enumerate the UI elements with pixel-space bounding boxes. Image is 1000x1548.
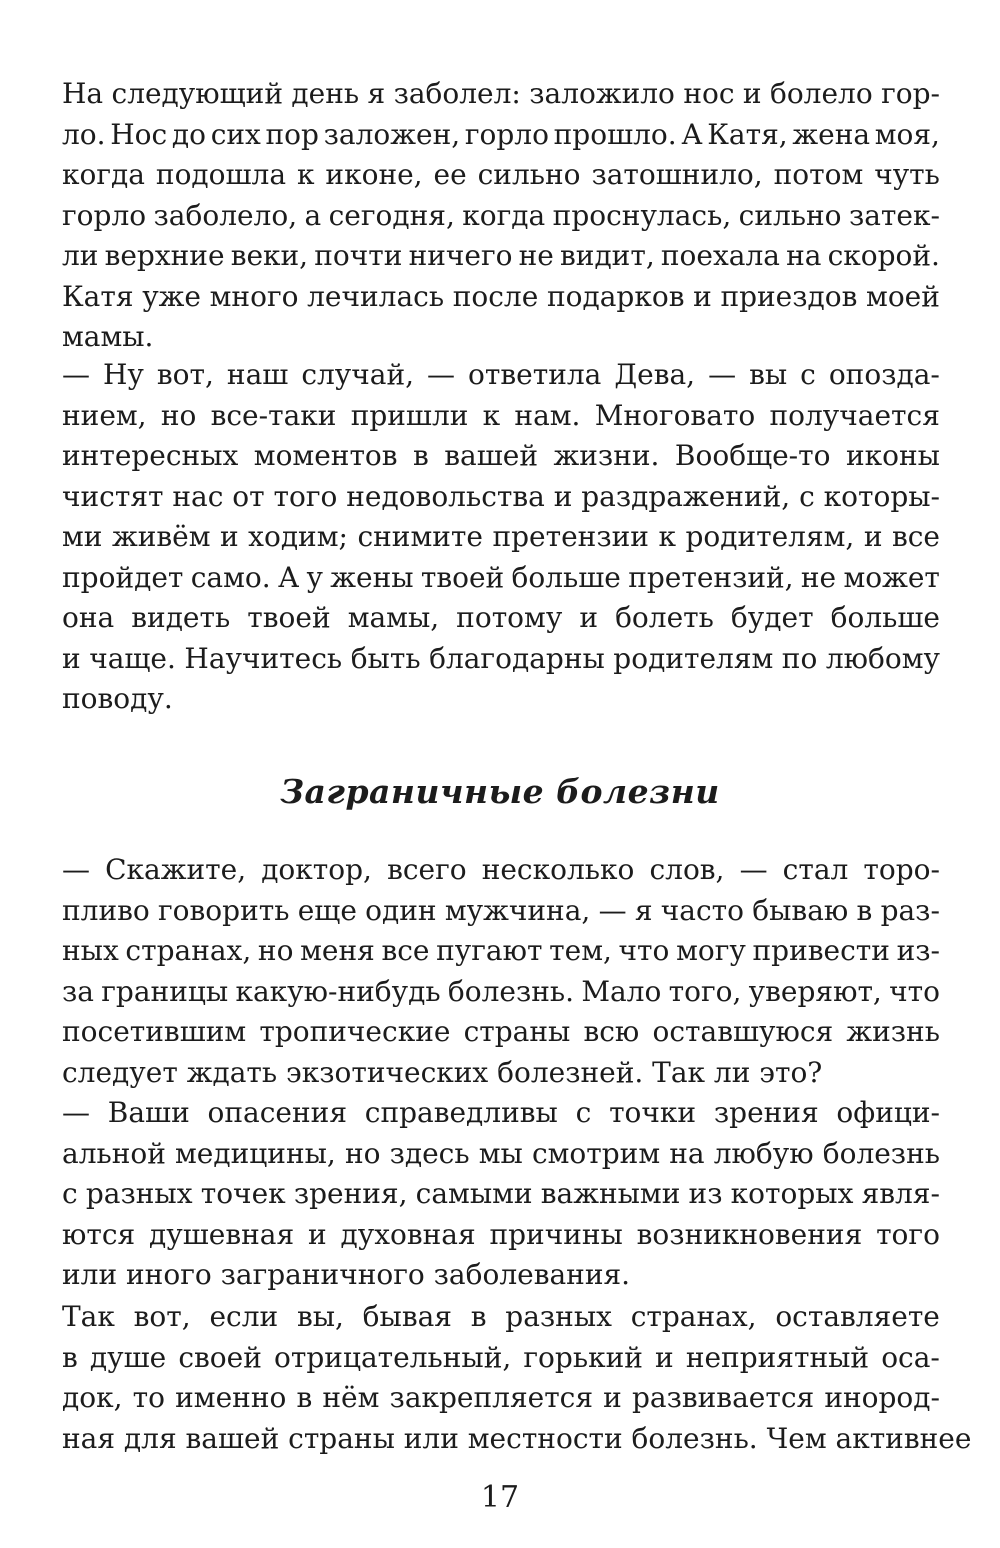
text-line: ми живём и ходим; снимите претензии к родителям, и все: [62, 520, 940, 553]
text-line: альной медицины, но здесь мы смотрим на любую болезнь: [62, 1136, 940, 1170]
text-line: — Ваши опасения справедливы с точки зрения офици-: [62, 1096, 940, 1129]
text-line: интересных моментов в вашей жизни. Вообще-то иконы: [62, 439, 940, 472]
text-line: — Ну вот, наш случай, — ответила Дева, — вы с опозда-: [62, 358, 940, 391]
text-line: пройдет само. А у жены твоей больше претензий, не может: [62, 560, 940, 594]
text-line: за границы какую-нибудь болезнь. Мало того, уверяют, что: [62, 974, 940, 1008]
paragraph-2: [62, 355, 940, 720]
text-line: ная для вашей страны или местности болезнь. Чем активнее: [62, 1421, 972, 1455]
text-line: мамы.: [62, 320, 154, 353]
text-line: с разных точек зрения, самыми важными из которых явля-: [62, 1177, 940, 1210]
page-number: 17: [480, 1480, 520, 1515]
text-line: она видеть твоей мамы, потому и болеть будет больше: [62, 601, 940, 634]
paragraph-4: [62, 1093, 940, 1296]
text-line: когда подошла к иконе, ее сильно затошнило, потом чуть: [62, 158, 940, 191]
text-line: чистят нас от того недовольства и раздражений, с которы-: [62, 479, 940, 513]
text-line: посетившим тропические страны всю оставшуюся жизнь: [62, 1015, 940, 1048]
text-line: док, то именно в нём закрепляется и развивается инород-: [62, 1381, 940, 1414]
text-line: — Скажите, доктор, всего несколько слов, — стал торо-: [62, 853, 940, 886]
paragraph-3: [62, 850, 940, 1093]
text-line: ных странах, но меня все пугают тем, что могу привести из-: [62, 934, 940, 967]
paragraph-1: [62, 74, 940, 358]
text-line: или иного заграничного заболевания.: [62, 1258, 631, 1291]
text-line: в душе своей отрицательный, горький и неприятный оса-: [62, 1340, 940, 1374]
text-line: пливо говорить еще один мужчина, — я часто бываю в раз-: [62, 893, 940, 927]
text-line: Так вот, если вы, бывая в разных странах, оставляете: [62, 1300, 940, 1333]
section-heading: Заграничные болезни: [280, 772, 720, 811]
text-line: горло заболело, а сегодня, когда проснулась, сильно затек-: [62, 198, 940, 232]
text-line: ло. Нос до сих пор заложен, горло прошло. А Катя, жена моя,: [62, 117, 940, 151]
text-line: Катя уже много лечилась после подарков и приездов моей: [62, 279, 940, 313]
text-line: и чаще. Научитесь быть благодарны родителям по любому: [62, 641, 940, 675]
text-line: На следующий день я заболел: заложило нос и болело гор-: [62, 77, 940, 110]
text-line: ли верхние веки, почти ничего не видит, поехала на скорой.: [62, 239, 940, 272]
text-line: следует ждать экзотических болезней. Так ли это?: [62, 1055, 823, 1089]
text-line: поводу.: [62, 682, 173, 715]
text-line: ются душевная и духовная причины возникновения того: [62, 1217, 940, 1251]
paragraph-5: [62, 1297, 972, 1459]
text-line: нием, но все-таки пришли к нам. Многовато получается: [62, 398, 940, 432]
